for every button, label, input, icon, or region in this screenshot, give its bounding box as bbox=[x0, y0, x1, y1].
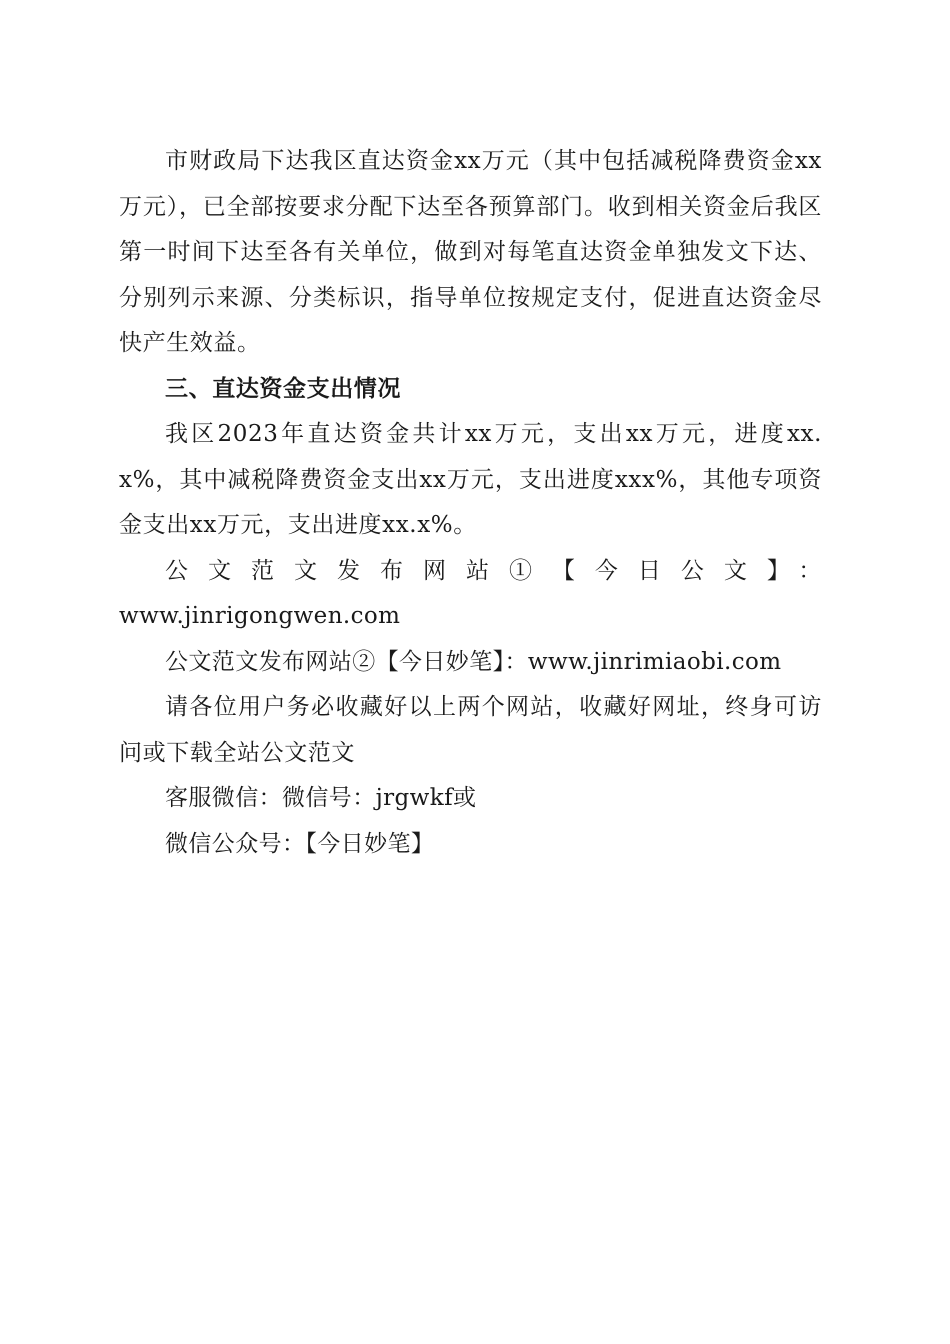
site1-label: 公文范文发布网站①【今日公文】： bbox=[165, 557, 822, 584]
paragraph-allocation: 市财政局下达我区直达资金xx万元（其中包括减税降费资金xx万元），已全部按要求分配下达至各预算部门。收到相关资金后我区第一时间下达至各有关单位，做到对每笔直达资金单独发文下达、分别列示来源、分类标识，指导单位按规定支付，促进直达资金尽快产生效益。 bbox=[119, 148, 822, 356]
site1-url: www.jinrigongwen.com bbox=[119, 603, 401, 629]
paragraph-expenditure: 我区2023年直达资金共计xx万元，支出xx万元，进度xx.x%，其中减税降费资金支出xx万元，支出进度xxx%，其他专项资金支出xx万元，支出进度xx.x%。 bbox=[119, 421, 822, 538]
service-wechat: 客服微信：微信号：jrgwkf或 bbox=[165, 785, 477, 811]
document-body bbox=[119, 139, 822, 867]
official-account: 微信公众号：【今日妙笔】 bbox=[165, 830, 435, 857]
notice-paragraph: 请各位用户务必收藏好以上两个网站，收藏好网址，终身可访问或下载全站公文范文 bbox=[119, 694, 822, 766]
section-heading-expenditure: 三、直达资金支出情况 bbox=[165, 375, 401, 402]
site2-line: 公文范文发布网站②【今日妙笔】：www.jinrimiaobi.com bbox=[165, 648, 782, 675]
